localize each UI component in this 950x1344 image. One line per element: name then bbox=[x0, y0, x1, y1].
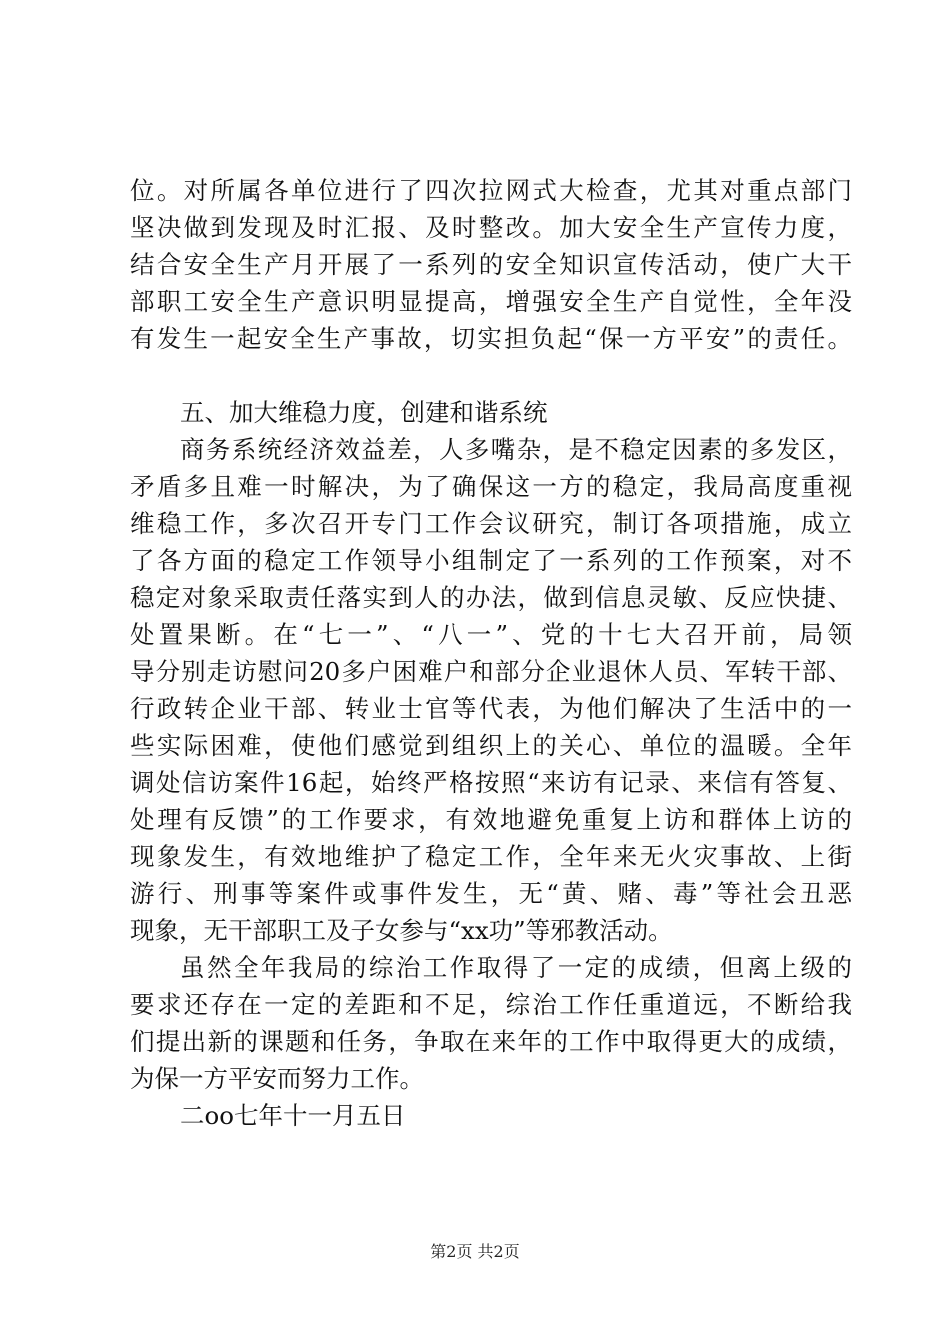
paragraph-safety-continued bbox=[130, 172, 852, 357]
text-line: 维稳工作，多次召开专门工作会议研究，制订各项措施，成立 bbox=[130, 509, 852, 538]
paragraph-spacer bbox=[130, 357, 852, 394]
text-line: 稳定对象采取责任落实到人的办法，做到信息灵敏、反应快捷、 bbox=[130, 583, 852, 612]
section-heading: 五、加大维稳力度，创建和谐系统 bbox=[180, 398, 548, 427]
text-line: 商务系统经济效益差，人多嘴杂，是不稳定因素的多发区， bbox=[180, 435, 852, 464]
text-line: 处置果断。在“七一”、“八一”、党的十七大召开前，局领 bbox=[130, 620, 852, 649]
text-line: 要求还存在一定的差距和不足，综治工作任重道远，不断给我 bbox=[130, 990, 852, 1019]
paragraph-stability bbox=[130, 431, 852, 949]
text-line: 导分别走访慰问20多户困难户和部分企业退休人员、军转干部、 bbox=[130, 657, 852, 686]
text-line: 游行、刑事等案件或事件发生，无“黄、赌、毒”等社会丑恶 bbox=[130, 879, 852, 908]
text-line: 些实际困难，使他们感觉到组织上的关心、单位的温暖。全年 bbox=[130, 731, 852, 760]
text-line: 坚决做到发现及时汇报、及时整改。加大安全生产宣传力度， bbox=[130, 213, 852, 242]
page-number-footer: 第2页 共2页 bbox=[430, 1242, 520, 1261]
text-line: 部职工安全生产意识明显提高，增强安全生产自觉性，全年没 bbox=[130, 287, 852, 316]
text-line: 调处信访案件16起，始终严格按照“来访有记录、来信有答复、 bbox=[130, 768, 852, 797]
text-line: 为保一方平安而努力工作。 bbox=[130, 1064, 424, 1093]
text-line: 现象发生，有效地维护了稳定工作，全年来无火灾事故、上街 bbox=[130, 842, 852, 871]
text-line: 们提出新的课题和任务，争取在来年的工作中取得更大的成绩， bbox=[130, 1027, 852, 1056]
text-line: 虽然全年我局的综治工作取得了一定的成绩，但离上级的 bbox=[180, 953, 852, 982]
paragraph-conclusion bbox=[130, 949, 852, 1097]
text-line: 有发生一起安全生产事故，切实担负起“保一方平安”的责任。 bbox=[130, 324, 852, 353]
text-line: 处理有反馈”的工作要求，有效地避免重复上访和群体上访的 bbox=[130, 805, 852, 834]
text-line: 矛盾多且难一时解决，为了确保这一方的稳定，我局高度重视 bbox=[130, 472, 852, 501]
text-line: 结合安全生产月开展了一系列的安全知识宣传活动，使广大干 bbox=[130, 250, 852, 279]
document-body bbox=[130, 172, 852, 1134]
text-line: 了各方面的稳定工作领导小组制定了一系列的工作预案，对不 bbox=[130, 546, 852, 575]
text-line: 位。对所属各单位进行了四次拉网式大检查，尤其对重点部门 bbox=[130, 176, 852, 205]
document-date: 二oo七年十一月五日 bbox=[180, 1101, 406, 1130]
text-line: 现象，无干部职工及子女参与“xx功”等邪教活动。 bbox=[130, 916, 673, 945]
text-line: 行政转企业干部、转业士官等代表，为他们解决了生活中的一 bbox=[130, 694, 852, 723]
